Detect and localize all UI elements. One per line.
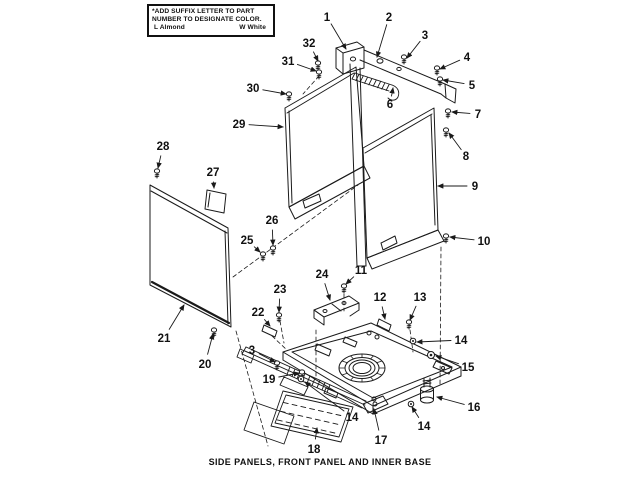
callout-leader-26 — [272, 230, 273, 245]
callout-label-28: 28 — [156, 141, 170, 153]
note-line-1: *ADD SUFFIX LETTER TO PART — [152, 8, 255, 15]
callout-leader-5 — [443, 80, 464, 84]
callout-label-9: 9 — [471, 181, 479, 193]
callout-label-13: 13 — [413, 292, 427, 304]
bracket-part-27-drawing — [205, 190, 226, 213]
callout-label-32: 32 — [302, 38, 316, 50]
callout-leader-31 — [297, 64, 316, 71]
callout-label-23: 23 — [273, 284, 287, 296]
callout-label-11: 11 — [354, 265, 368, 277]
callout-leader-29 — [249, 125, 283, 127]
callout-leader-14 — [417, 341, 451, 343]
callout-leader-14 — [412, 407, 419, 418]
note-color-almond: L Almond — [154, 24, 185, 32]
callout-label-14: 14 — [345, 412, 359, 424]
left-side-panel-part-21-drawing — [150, 185, 231, 327]
callout-label-7: 7 — [474, 109, 482, 121]
vent-grille-part-18-drawing — [244, 391, 353, 444]
callout-leader-6 — [392, 88, 394, 96]
callout-label-24: 24 — [315, 269, 329, 281]
callout-label-27: 27 — [206, 167, 220, 179]
callout-label-31: 31 — [281, 56, 295, 68]
callout-label-17: 17 — [374, 435, 388, 447]
callout-leader-3 — [407, 41, 420, 58]
callout-label-10: 10 — [477, 236, 491, 248]
callout-leader-20 — [208, 334, 213, 354]
callout-leader-1 — [331, 24, 346, 49]
callout-leader-21 — [169, 305, 184, 329]
callout-label-6: 6 — [386, 99, 394, 111]
callout-leader-8 — [449, 133, 461, 150]
callout-leader-11 — [346, 277, 354, 284]
callout-label-26: 26 — [265, 215, 279, 227]
callout-leader-30 — [263, 90, 286, 94]
callout-label-14: 14 — [417, 421, 431, 433]
callout-leader-7 — [452, 112, 470, 113]
bolt-part-15-drawing — [428, 352, 435, 359]
callout-label-3: 3 — [421, 30, 429, 42]
callout-label-21: 21 — [157, 333, 171, 345]
callout-leader-32 — [314, 52, 319, 61]
callout-leader-2 — [377, 25, 387, 57]
callout-leader-23 — [279, 299, 280, 312]
callout-label-18: 18 — [307, 444, 321, 456]
callout-label-2: 2 — [385, 12, 393, 24]
callout-label-22: 22 — [251, 307, 265, 319]
note-color-white: W White — [239, 24, 266, 32]
front-panel-part-29-drawing — [285, 67, 370, 219]
callout-label-19: 19 — [262, 374, 276, 386]
callout-label-25: 25 — [240, 235, 254, 247]
callout-leader-25 — [254, 247, 260, 252]
callout-label-16: 16 — [467, 402, 481, 414]
diagram-caption: SIDE PANELS, FRONT PANEL AND INNER BASE — [208, 457, 432, 467]
callout-label-5: 5 — [468, 80, 476, 92]
callout-leader-28 — [158, 156, 161, 168]
callout-label-4: 4 — [463, 52, 471, 64]
right-side-panel-part-9-drawing — [363, 108, 444, 269]
callout-label-12: 12 — [373, 292, 387, 304]
callout-leader-4 — [440, 60, 460, 69]
clip-part-22-drawing — [262, 325, 277, 337]
callout-label-29: 29 — [232, 119, 246, 131]
callout-leader-13 — [410, 306, 416, 320]
bracket-part-24-drawing — [314, 296, 359, 325]
callout-leader-19 — [279, 373, 299, 377]
callout-leader-22 — [265, 320, 271, 326]
callout-leader-12 — [382, 307, 385, 319]
note-line-2: NUMBER TO DESIGNATE COLOR. — [152, 16, 262, 24]
projection-lines — [233, 76, 441, 446]
callout-leader-18 — [315, 428, 317, 439]
callout-label-3: 3 — [248, 345, 256, 357]
callout-label-1: 1 — [323, 12, 331, 24]
callout-label-8: 8 — [462, 151, 470, 163]
callout-label-20: 20 — [198, 359, 212, 371]
callout-label-14: 14 — [454, 335, 468, 347]
callout-leader-16 — [437, 397, 464, 404]
callout-leader-10 — [450, 237, 474, 240]
callout-leader-24 — [325, 284, 330, 300]
callout-label-15: 15 — [461, 362, 475, 374]
callout-label-30: 30 — [246, 83, 260, 95]
